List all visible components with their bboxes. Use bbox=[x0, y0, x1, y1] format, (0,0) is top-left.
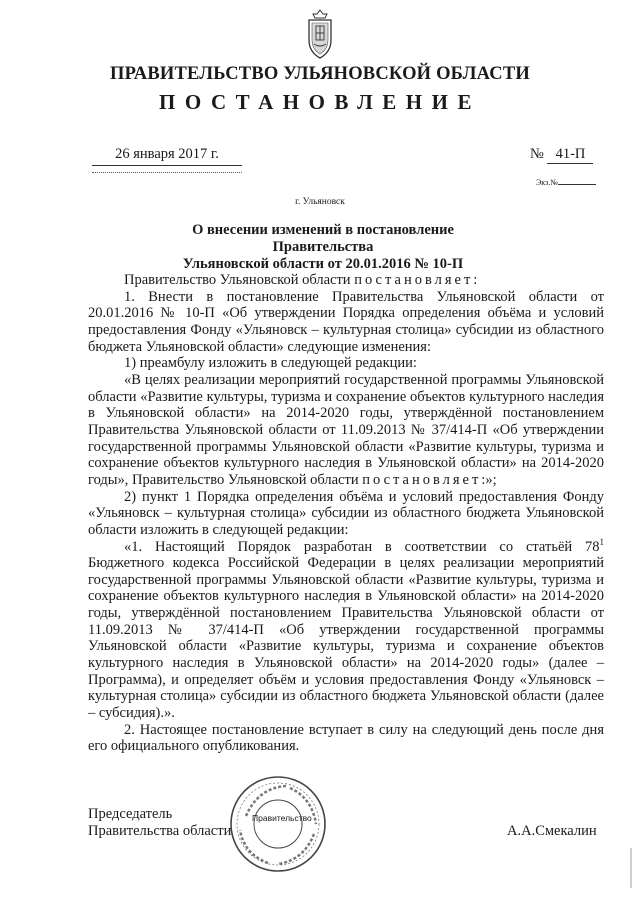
copy-label: Экз.№ bbox=[536, 178, 558, 187]
document-number bbox=[530, 146, 593, 164]
coat-of-arms-icon bbox=[302, 8, 338, 60]
document-type: ПОСТАНОВЛЕНИЕ bbox=[159, 90, 481, 114]
stamp-text: Правительство bbox=[252, 813, 312, 823]
document-date: 26 января 2017 г. bbox=[115, 146, 219, 162]
scan-margin-mark bbox=[630, 848, 632, 888]
copy-line bbox=[558, 184, 596, 185]
paragraph-5: «1. Настоящий Порядок разработан в соответствии со статьёй $78^1$ Бюджетного кодекса Российской Федерации в целях реализации мероприятий государственной программы Ульяновской области «Развитие культуры, туризма и сохранение объектов культурного наследия в Ульяновской области» на 2014-2020 годы, утверждённой постановлением Правительства Ульяновской области от 11.09.2013 № 37/414-П «Об утверждении государственной программы Ульяновской области «Развитие культуры, туризма и сохранение объектов культурного наследия в Ульяновской области» на 2014-2020 годы» (далее – Программа), и определяет объём и условия предоставления Фонду «Ульяновск – культурная столица» субсидии из областного бюджета Ульяновской области (далее – субсидия).». bbox=[88, 536, 604, 722]
paragraph-6: 2. Настоящее постановление вступает в силу на следующий день после дня его официального опубликования. bbox=[88, 721, 604, 755]
paragraph-1: 1. Внести в постановление Правительства Ульяновской области от 20.01.2016 № 10-П «Об утверждении Порядка определения объёма и условий предоставления Фонду «Ульяновск – культурная столица» субсидии из областного бюджета Ульяновской области» следующие изменения: bbox=[88, 288, 604, 355]
signatory-title: Председатель Правительства области bbox=[88, 806, 232, 839]
number-value: 41-П bbox=[547, 146, 593, 164]
signatory-name: А.А.Смекалин bbox=[507, 823, 597, 839]
number-prefix: № bbox=[530, 146, 544, 162]
subject-line-1: О внесении изменений в постановление Правительства bbox=[192, 222, 454, 255]
official-stamp-icon bbox=[228, 774, 328, 874]
paragraph-intro: Правительство Ульяновской области постановляет: bbox=[124, 272, 478, 288]
paragraph-3: «В целях реализации мероприятий государственной программы Ульяновской области «Развитие культуры, туризма и сохранение объектов культурного наследия в Ульяновской области» на 2014-2020 годы, утверждённой постановлением Правительства Ульяновской области от 11.09.2013 № 37/414-П «Об утверждении государственной программы Ульяновской области «Развитие культуры, туризма и сохранение объектов культурного наследия в Ульяновской области» на 2014-2020 годы», Правительство Ульяновской области постановляет:»; bbox=[88, 371, 604, 488]
subject-line-2: Ульяновской области от 20.01.2016 № 10-П bbox=[182, 256, 464, 272]
paragraph-2: 1) преамбулу изложить в следующей редакции: bbox=[124, 355, 417, 372]
date-dotted-line bbox=[92, 172, 242, 173]
document-body bbox=[88, 272, 604, 755]
copy-number bbox=[536, 178, 596, 187]
document-subject bbox=[150, 222, 496, 273]
paragraph-4: 2) пункт 1 Порядка определения объёма и условий предоставления Фонду «Ульяновск – культурная столица» субсидии из областного бюджета Ульяновской области изложить в следующей редакции: bbox=[88, 488, 604, 538]
city: г. Ульяновск bbox=[295, 197, 345, 207]
date-block bbox=[92, 146, 242, 173]
date-underline bbox=[92, 165, 242, 166]
government-name: ПРАВИТЕЛЬСТВО УЛЬЯНОВСКОЙ ОБЛАСТИ bbox=[110, 64, 530, 84]
